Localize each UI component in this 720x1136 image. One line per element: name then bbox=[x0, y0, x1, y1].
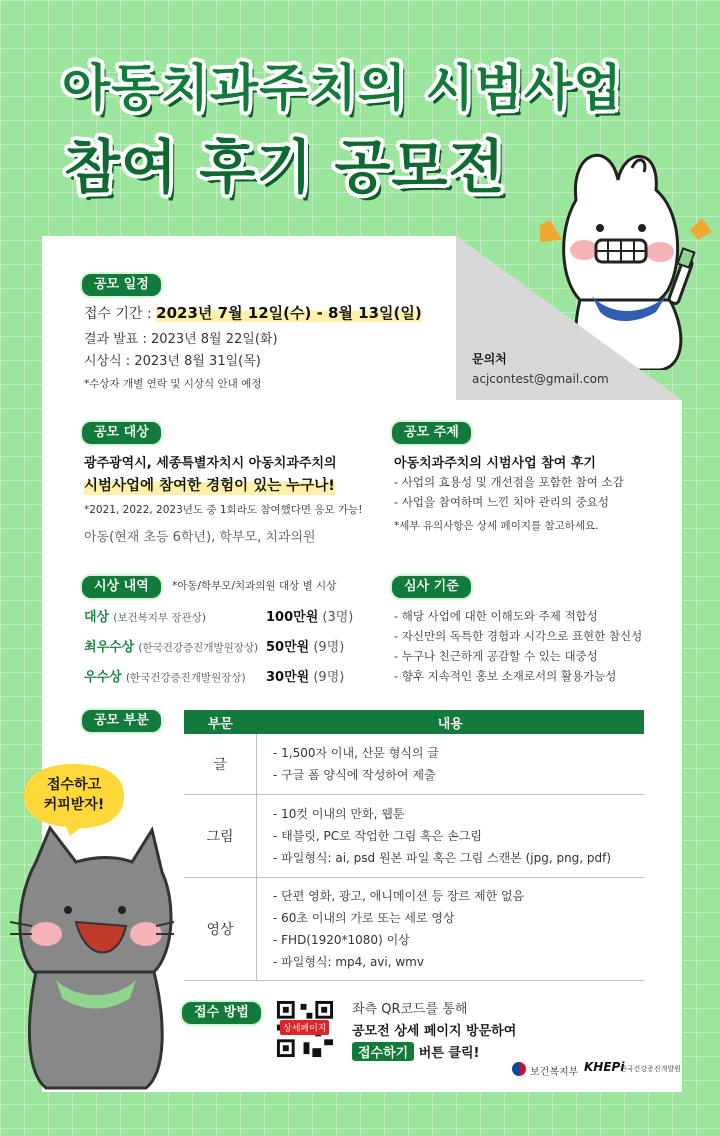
parts-line: - 60초 이내의 가로 또는 세로 영상 bbox=[273, 911, 455, 925]
award-prize: 100만원 bbox=[266, 610, 319, 625]
award-prize-row bbox=[266, 636, 344, 655]
award-count: (9명) bbox=[313, 670, 345, 685]
parts-col-content: 내용 bbox=[257, 710, 645, 734]
table-row bbox=[184, 734, 644, 795]
criteria-item: - 향후 지속적인 홍보 소재로서의 활용가능성 bbox=[394, 669, 617, 683]
contact-label: 문의처 bbox=[472, 352, 507, 366]
schedule-label: 공모 일정 bbox=[80, 272, 163, 298]
theme-title: 아동치과주치의 시범사업 참여 후기 bbox=[394, 456, 596, 471]
mohw-logo-text: 보건복지부 bbox=[530, 1067, 579, 1078]
theme-note: *세부 유의사항은 상세 페이지를 참고하세요. bbox=[394, 520, 599, 532]
schedule-note: *수상자 개별 연락 및 시상식 안내 예정 bbox=[84, 378, 262, 390]
parts-content bbox=[257, 795, 645, 878]
schedule-result: 결과 발표 : 2023년 8월 22일(화) bbox=[84, 332, 278, 347]
award-name: 우수상 bbox=[84, 670, 122, 685]
parts-line: - FHD(1920*1080) 이상 bbox=[273, 933, 410, 947]
awards-note: *아동/학부모/치과의원 대상 별 시상 bbox=[172, 580, 337, 592]
awards-label: 시상 내역 bbox=[80, 574, 163, 600]
apply-line-1: 좌측 QR코드를 통해 bbox=[352, 1002, 468, 1017]
parts-line: - 단편 영화, 광고, 애니메이션 등 장르 제한 없음 bbox=[273, 889, 525, 903]
khepi-logo-subtext: 한국건강증진개발원 bbox=[620, 1065, 681, 1073]
theme-item-2: - 사업을 참여하며 느낀 치아 관리의 중요성 bbox=[394, 495, 609, 509]
award-count: (9명) bbox=[313, 640, 345, 655]
award-name: 최우수상 bbox=[84, 640, 135, 655]
bubble-line-2: 커피받자! bbox=[43, 797, 105, 813]
schedule-period-value: 2023년 7월 12일(수) - 8월 13일(일) bbox=[156, 304, 422, 322]
award-sponsor: (보건복지부 장관상) bbox=[113, 612, 206, 624]
table-row bbox=[184, 878, 644, 981]
apply-button[interactable]: 접수하기 bbox=[352, 1042, 414, 1061]
parts-col-category: 부문 bbox=[184, 710, 257, 734]
apply-line-2: 공모전 상세 페이지 방문하여 bbox=[352, 1024, 517, 1039]
parts-content bbox=[257, 878, 645, 981]
criteria-label: 심사 기준 bbox=[390, 574, 473, 600]
parts-table bbox=[184, 710, 644, 981]
theme-item-1: - 사업의 효용성 및 개선점을 포함한 참여 소감 bbox=[394, 475, 624, 489]
qr-badge: 상세페이지 bbox=[280, 1020, 329, 1035]
apply-line-3-text: 버튼 클릭! bbox=[418, 1046, 480, 1061]
award-sponsor: (한국건강증진개발원장상) bbox=[138, 642, 259, 654]
award-prize: 30만원 bbox=[266, 670, 310, 685]
schedule-ceremony: 시상식 : 2023년 8월 31일(목) bbox=[84, 354, 261, 369]
cat-mascot-illustration bbox=[6, 822, 176, 1092]
parts-line: - 10컷 이내의 만화, 웹툰 bbox=[273, 807, 405, 821]
award-prize-row bbox=[266, 666, 344, 685]
parts-line: - 구글 폼 양식에 작성하여 제출 bbox=[273, 768, 436, 782]
award-sponsor: (한국건강증진개발원장상) bbox=[125, 672, 246, 684]
award-count: (3명) bbox=[322, 610, 354, 625]
title-line-1: 아동치과주치의 시범사업 bbox=[62, 59, 623, 117]
award-prize: 50만원 bbox=[266, 640, 310, 655]
award-prize-row bbox=[266, 606, 353, 625]
award-row bbox=[84, 606, 206, 625]
contact-email[interactable]: acjcontest@gmail.com bbox=[472, 372, 609, 386]
criteria-item: - 해당 사업에 대한 이해도와 주제 적합성 bbox=[394, 609, 598, 623]
theme-label: 공모 주제 bbox=[390, 420, 473, 446]
target-who: 아동(현재 초등 6학년), 학부모, 치과의원 bbox=[84, 530, 316, 545]
mohw-logo-icon bbox=[512, 1062, 526, 1076]
parts-label: 공모 부분 bbox=[80, 708, 163, 734]
parts-category: 그림 bbox=[184, 795, 257, 878]
award-row bbox=[84, 666, 246, 685]
award-name: 대상 bbox=[84, 610, 110, 625]
schedule-period bbox=[84, 302, 422, 323]
award-row bbox=[84, 636, 258, 655]
parts-line: - 파일형식: mp4, avi, wmv bbox=[273, 955, 424, 969]
criteria-item: - 누구나 친근하게 공감할 수 있는 대중성 bbox=[394, 649, 598, 663]
title-line-2: 참여 후기 공모전 bbox=[64, 133, 506, 201]
apply-label: 접수 방법 bbox=[180, 1000, 263, 1026]
target-note: *2021, 2022, 2023년도 중 1회라도 참여했다면 응모 가능! bbox=[84, 504, 363, 516]
parts-line: - 태블릿, PC로 작업한 그림 혹은 손그림 bbox=[273, 829, 482, 843]
parts-line: - 1,500자 이내, 산문 형식의 글 bbox=[273, 746, 439, 760]
bubble-line-1: 접수하고 bbox=[46, 777, 102, 793]
criteria-item: - 자신만의 독특한 경험과 시각으로 표현한 참신성 bbox=[394, 629, 643, 643]
apply-line-3 bbox=[352, 1042, 479, 1061]
parts-content bbox=[257, 734, 645, 795]
parts-category: 영상 bbox=[184, 878, 257, 981]
target-line-1: 광주광역시, 세종특별자치시 아동치과주치의 bbox=[84, 456, 337, 471]
parts-category: 글 bbox=[184, 734, 257, 795]
schedule-period-prefix: 접수 기간 : bbox=[84, 306, 157, 322]
parts-line: - 파일형식: ai, psd 원본 파일 혹은 그림 스캔본 (jpg, png, pdf) bbox=[273, 851, 612, 865]
target-line-2: 시범사업에 참여한 경험이 있는 누구나! bbox=[84, 474, 335, 495]
khepi-logo-text: KHEPi bbox=[584, 1060, 625, 1074]
table-row bbox=[184, 795, 644, 878]
target-label: 공모 대상 bbox=[80, 420, 163, 446]
